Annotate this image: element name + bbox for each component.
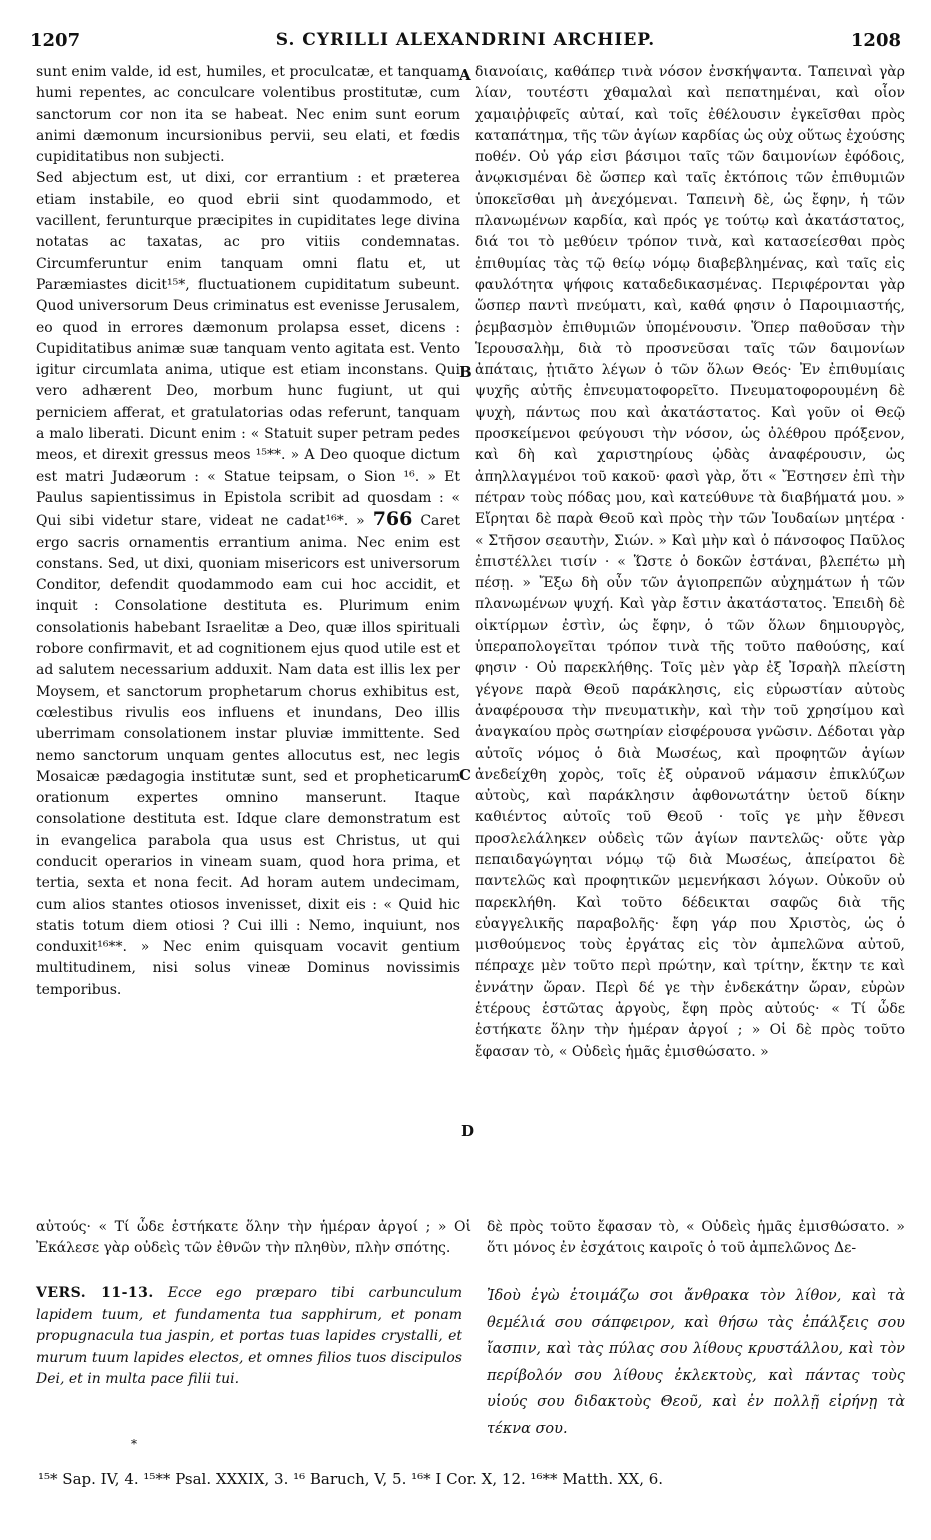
running-title: S. CYRILLI ALEXANDRINI ARCHIEP. — [275, 30, 656, 50]
verse-label: VERS. 11-13. — [36, 1285, 154, 1301]
small-asterisk: * — [131, 1437, 137, 1451]
margin-letter-c: C — [459, 766, 471, 784]
verse-latin-text: Ecce ego præparo tibi carbunculum lapidem tuum, et fundamenta tua sapphirum, et ponam propugnacula tua jaspin, et portas tuas lapides crystalli, et murum tuum lapides electos, et omnes filios tuos discipulos Dei, et in multa pace filii tui. — [36, 1285, 463, 1387]
margin-letter-d: D — [461, 1122, 475, 1140]
latin-column — [36, 62, 460, 1001]
latin-paragraph-2 — [36, 168, 460, 1001]
left-page-number: 1207 — [30, 30, 81, 51]
page-marker: 766 — [372, 508, 413, 531]
right-page-number: 1208 — [850, 30, 901, 51]
margin-letter-b: B — [459, 363, 472, 381]
verse-greek: Ἰδοὺ ἐγὼ ἑτοιμάζω σοι ἄνθρακα τὸν λίθον, καὶ τὰ θεμέλιά σου σάπφειρον, καὶ θήσω τὰς ἐπάλξεις σου ἴασπιν, καὶ τὰς πύλας σου λίθους κρυστάλλου, καὶ τὸν περίβολόν σου λίθους ἐκλεκτοὺς, καὶ πάντας τοὺς υἱούς σου διδακτοὺς Θεοῦ, καὶ ἐν πολλῇ εἰρήνῃ τὰ τέκνα σου. — [487, 1288, 905, 1437]
margin-letter-a: A — [459, 66, 471, 84]
footnotes: ¹⁵* Sap. IV, 4. ¹⁵** Psal. XXXIX, 3. ¹⁶ Baruch, V, 5. ¹⁶* I Cor. X, 12. ¹⁶** Matth. XX, 6. — [38, 1470, 664, 1488]
greek-continuation-left: αὐτούς· « Τί ὧδε ἑστήκατε ὅλην τὴν ἡμέραν ἀργοί ; » Οἱ Ἐκάλεσε γὰρ οὐδεὶς τῶν ἐθνῶν τὴν πληθὺν, πλὴν σπότης. — [36, 1219, 471, 1256]
latin-paragraph-2-text: Sed abjectum est, ut dixi, cor errantium : et præterea etiam instabile, eo quod ebrii sint quodammodo, et vacillent, ferunturque præcipites in cupiditates lege divina notatas ac taxatas, ac pro vitiis condemnatas. Circumferuntur enim tanquam omni flatu et, ut Paræmiastes dicit¹⁵*, fluctuationem cupiditatum subeunt. Quod universorum Deus criminatus est evenisse Jerusalem, eo quod in errores dæmonum prolapsa esset, dicens : Cupiditatibus animæ suæ tanquam vento agitata est. Vento igitur circumlata anima, utique est etiam inconstans. Qui vero adhærent Deo, morbum hunc fugiunt, ut qui perniciem afferat, et gratulatorias odas referunt, tanquam a malo liberati. Dicunt enim : « Statuit super petram pedes meos, et direxit gressus meos ¹⁵**. » A Deo quoque dictum est matri Judæorum : « Statue teipsam, o Sion ¹⁶. » Et Paulus sapientissimus in Epistola scribit ad quosdam : « Qui sibi videtur stare, videat ne cadat¹⁶*. » — [36, 170, 460, 530]
page-header — [30, 30, 901, 60]
greek-continuation-right: δὲ πρὸς τοῦτο ἔφασαν τὸ, « Οὐδεὶς ἡμᾶς ἐμισθώσατο. » ὅτι μόνος ἐν ἐσχάτοις καιροῖς ὁ τοῦ ἀμπελῶνος Δε- — [487, 1219, 905, 1256]
latin-paragraph-2-continuation: Caret ergo sacris ornamentis errantium anima. Nec enim est constans. Sed, ut dixi, quoniam misericors est universorum Conditor, defendit quodammodo eam cui hoc accidit, et inquit : Consolatione destituta es. Plurimum enim consolationis habebant Israelitæ a Deo, quæ illos spirituali robore confirmavit, et ad cognitionem ejus quod utile est et ad salutem necessarium adduxit. Nam data est illis lex per Moysem, et sanctorum prophetarum chorus exhibitus est, cœlestibus rivulis eos influens et inundans, Deo illis uberrimam consolationem instar pluviæ immittente. Sed nemo sanctorum unquam gentes allocutus est, nec legis Mosaicæ pædagogia institutæ sunt, sed et propheticarum orationum expertes omnino manserunt. Itaque consolatione destituta est. Idque clare demonstratum est in evangelica parabola qua usus est Christus, ut qui conducit operarios in vineam suam, quod hora prima, et tertia, sexta et nona fecit. Ad horam autem undecimam, cum alios stantes otiosos invenisset, dixit eis : « Quid hic statis totum diem otiosi ? Cui illi : Nemo, inquiunt, nos conduxit¹⁶**. » Nec enim quisquam vocavit gentium multitudinem, nisi solus vineæ Dominus novissimis temporibus. — [36, 513, 461, 998]
verse-latin — [36, 1283, 462, 1391]
latin-paragraph-1: sunt enim valde, id est, humiles, et proculcatæ, et tanquam humi repentes, ac conculcare volentibus prostitutæ, cum sanctorum cor non ita se habeat. Nec enim sunt eorum animi dæmonum incursionibus pervii, seu elati, et fœdis cupiditatibus non subjecti. — [36, 64, 460, 166]
greek-column — [475, 62, 905, 1063]
greek-paragraph: διανοίαις, καθάπερ τινὰ νόσον ἐνσκήψαντα. Ταπειναὶ γὰρ λίαν, τουτέστι χθαμαλαὶ καὶ πεπατημέναι, καὶ οἷον χαμαιῤῥιφεῖς αὐταί, καὶ τοῖς ἐθέλουσιν ἐγκεῖσθαι πρὸς καταπάτημα, τῆς τῶν ἁγίων καρδίας ὡς οὐχ οὕτως ἐχούσης ποθέν. Οὐ γάρ εἰσι βάσιμοι ταῖς τῶν δαιμονίων ἐφόδοις, ἀνῳκισμέναι δὲ ὥσπερ καὶ ταῖς ἐκτόποις τῶν ἐπιθυμιῶν ὑποκεῖσθαι μὴ ἀνεχόμεναι. Ταπεινὴ δὲ, ὡς ἔφην, ἡ τῶν πλανωμένων καρδία, καὶ πρός γε τούτῳ καὶ ἀκατάστατος, διά τοι τὸ μεθύειν τρόπον τινὰ, καὶ κατασείεσθαι πρὸς ἐπιθυμίας τὰς τῷ θείῳ νόμῳ διαβεβλημένας, καὶ ταῖς εἰς φαυλότητα ψήφοις καταδεδικασμένας. Περιφέρονται γὰρ ὥσπερ παντὶ πνεύματι, καὶ, καθά φησιν ὁ Παροιμιαστής, ῥεμβασμὸν ἐπιθυμιῶν ὑπομένουσιν. Ὅπερ παθοῦσαν τὴν Ἱερουσαλὴμ, διὰ τὸ προσνεῦσαι ταῖς τῶν δαιμονίων ἀπάταις, ᾐτιᾶτο λέγων ὁ τῶν ὅλων Θεός· Ἐν ἐπιθυμίαις ψυχῆς αὐτῆς ἐπνευματοφορεῖτο. Πνευματοφορουμένη δὲ ψυχὴ, πάντως που καὶ ἀκατάστατος. Καὶ γοῦν οἱ Θεῷ προσκείμενοι φεύγουσι τὴν νόσον, ὡς ὀλέθρου πρόξενον, καὶ δὴ καὶ χαριστηρίους ᾠδὰς ἀναφέρουσιν, ὡς ἀπηλλαγμένοι τοῦ κακοῦ· φασὶ γὰρ, ὅτι « Ἔστησεν ἐπὶ τὴν πέτραν τοὺς πόδας μου, καὶ κατεύθυνε τὰ διαβήματά μου. » Εἴρηται δὲ παρὰ Θεοῦ καὶ πρὸς τὴν τῶν Ἰουδαίων μητέρα · « Στῆσον σεαυτὴν, Σιών. » Καὶ μὴν καὶ ὁ πάνσοφος Παῦλος ἐπιστέλλει τισίν · « Ὥστε ὁ δοκῶν ἑστάναι, βλεπέτω μὴ πέσῃ. » Ἔξω δὴ οὖν τῶν ἁγιοπρεπῶν αὐχημάτων ἡ τῶν πλανωμένων ψυχή. Καὶ γὰρ ἔστιν ἀκατάστατος. Ἐπειδὴ δὲ οἰκτίρμων ἐστὶν, ὡς ἔφην, ὁ τῶν ὅλων δημιουργὸς, ὑπεραπολογεῖται τρόπον τινὰ τῆς τοῦτο παθούσης, καί φησιν · Οὐ παρεκλήθης. Τοῖς μὲν γὰρ ἐξ Ἰσραὴλ πλείστη γέγονε παρὰ Θεοῦ παράκλησις, εἰς εὐρωστίαν αὐτοὺς ἀναφέρουσα τὴν πνευματικὴν, καὶ τὴν τοῦ χρησίμου καὶ ἀναγκαίου πρὸς σωτηρίαν εἰσφέρουσα γνῶσιν. Δέδοται γὰρ αὐτοῖς νόμος ὁ διὰ Μωσέως, καὶ προφητῶν ἁγίων ἀνεδείχθη χορὸς, τοῖς ἐξ οὐρανοῦ νάμασιν ἐπικλύζων αὐτοὺς, καὶ παράκλησιν ἀφθονωτάτην ὑετοῦ δίκην καθιέντος αὐτοῖς τοῦ Θεοῦ · τοῖς γε μὴν ἔθνεσι προσλελάληκεν οὐδεὶς τῶν ἁγίων παντελῶς· οὔτε γὰρ πεπαιδαγώγηται νόμῳ τῷ διὰ Μωσέως, ἀπείρατοι δὲ παντελῶς καὶ προφητικῶν μεμενήκασι λόγων. Οὐκοῦν οὐ παρεκλήθη. Καὶ τοῦτο δέδεικται σαφῶς διὰ τῆς εὐαγγελικῆς παραβολῆς· ἔφη γάρ που Χριστὸς, ὡς ὁ μισθούμενος τοὺς ἐργάτας εἰς τὸν ἀμπελῶνα αὐτοῦ, πέπραχε μὲν τοῦτο περὶ πρώτην, καὶ τρίτην, ἕκτην τε καὶ ἐννάτην ὥραν. Περὶ δέ γε τὴν ἑνδεκάτην ὥραν, εὑρὼν ἑτέρους ἑστῶτας ἀργοὺς, ἔφη πρὸς αὐτούς· « Τί ὧδε ἑστήκατε ὅλην τὴν ἡμέραν ἀργοί ; » Οἱ δὲ πρὸς τοῦτο ἔφασαν τὸ, « Οὐδεὶς ἡμᾶς ἐμισθώσατο. » — [475, 64, 905, 1060]
